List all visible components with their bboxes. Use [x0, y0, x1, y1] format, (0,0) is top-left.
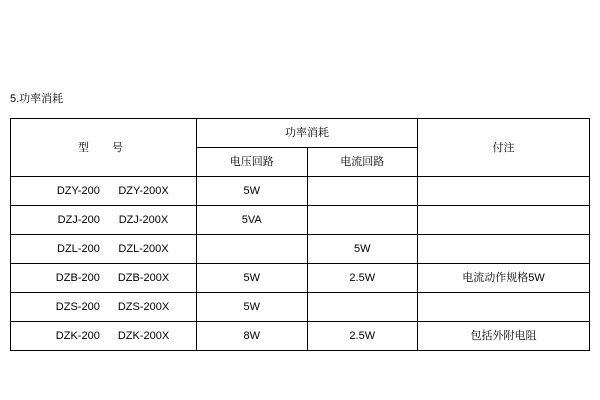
header-remark: 付注: [418, 119, 590, 177]
cell-model: [11, 293, 197, 322]
cell-remark: 电流动作规格5W: [418, 264, 590, 293]
cell-remark: [418, 177, 590, 206]
cell-model: [11, 235, 197, 264]
cell-current: 2.5W: [307, 322, 418, 351]
cell-voltage: 5W: [197, 293, 308, 322]
power-consumption-table: [10, 118, 590, 351]
model-right: DZJ-200X: [118, 214, 169, 226]
table-row: [11, 293, 590, 322]
cell-current: [307, 293, 418, 322]
model-left: DZY-200: [56, 185, 100, 197]
cell-current: [307, 206, 418, 235]
cell-voltage: 5VA: [197, 206, 308, 235]
cell-current: 5W: [307, 235, 418, 264]
model-left: DZJ-200: [57, 214, 100, 226]
model-right: DZL-200X: [118, 243, 169, 255]
cell-voltage: [197, 235, 308, 264]
model-right: DZY-200X: [118, 185, 169, 197]
table-row: [11, 177, 590, 206]
model-left: DZS-200: [55, 301, 100, 313]
table-row: [11, 206, 590, 235]
model-left: DZB-200: [55, 272, 100, 284]
cell-remark: 包括外附电阻: [418, 322, 590, 351]
cell-remark: [418, 293, 590, 322]
model-right: DZK-200X: [117, 330, 170, 342]
cell-model: [11, 264, 197, 293]
header-power-consumption: 功率消耗: [197, 119, 418, 148]
cell-model: [11, 322, 197, 351]
cell-current: 2.5W: [307, 264, 418, 293]
page-title: 5.功率消耗: [10, 93, 64, 105]
table-row: [11, 322, 590, 351]
cell-voltage: 5W: [197, 264, 308, 293]
cell-current: [307, 177, 418, 206]
table-row: [11, 235, 590, 264]
cell-model: [11, 206, 197, 235]
cell-voltage: 5W: [197, 177, 308, 206]
model-left: DZK-200: [55, 330, 100, 342]
power-consumption-table-wrapper: [10, 118, 590, 351]
table-header-row-1: [11, 119, 590, 148]
table-row: [11, 264, 590, 293]
model-left: DZL-200: [57, 243, 100, 255]
cell-model: [11, 177, 197, 206]
header-voltage-circuit: 电压回路: [197, 148, 308, 177]
model-right: DZS-200X: [117, 301, 170, 313]
model-right: DZB-200X: [117, 272, 170, 284]
header-model: 型 号: [11, 119, 197, 177]
cell-remark: [418, 235, 590, 264]
cell-remark: [418, 206, 590, 235]
header-current-circuit: 电流回路: [307, 148, 418, 177]
cell-voltage: 8W: [197, 322, 308, 351]
